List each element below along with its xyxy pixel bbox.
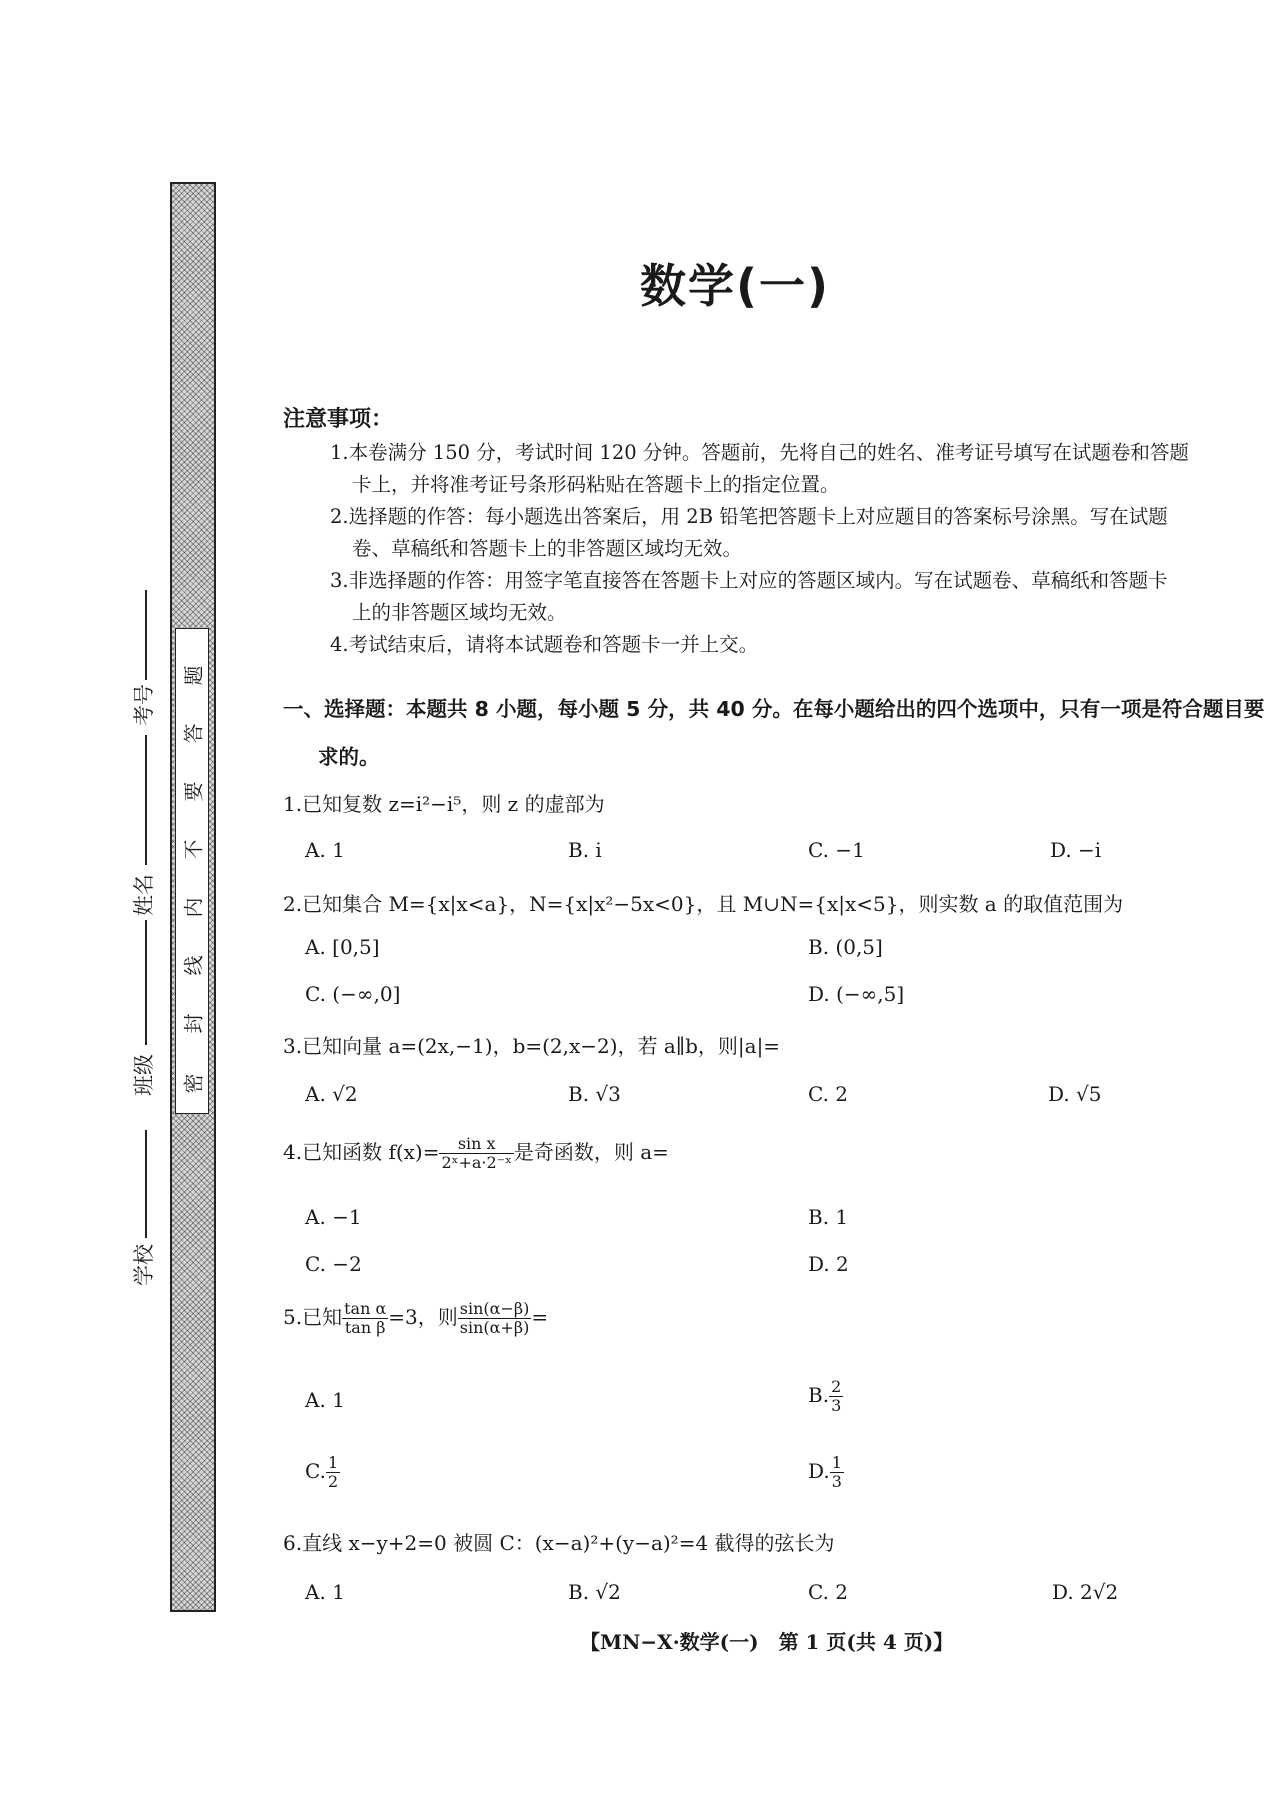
- q5-frac1-num: tan α: [344, 1299, 387, 1318]
- q6-option-c: C. 2: [808, 1580, 849, 1604]
- class-line: [145, 920, 147, 1045]
- notice-line: 4.考试结束后，请将本试题卷和答题卡一并上交。: [330, 633, 759, 656]
- q5-option-a: A. 1: [305, 1388, 345, 1412]
- notice-line: 卷、草稿纸和答题卡上的非答题区域均无效。: [352, 537, 743, 560]
- q1-option-c: C. −1: [808, 838, 865, 862]
- seal-char: 要: [181, 781, 206, 802]
- q4-stem-suffix: 是奇函数，则 a=: [513, 1140, 669, 1164]
- notice-line: 3.非选择题的作答：用签字笔直接答在答题卡上对应的答题区域内。写在试题卷、草稿纸和答题卡: [330, 569, 1168, 592]
- question-2-stem: 2.已知集合 M={x|x<a}，N={x|x²−5x<0}，且 M∪N={x|x<5}，则实数 a 的取值范围为: [283, 892, 1124, 916]
- frac-num: 2: [831, 1377, 842, 1396]
- q6-option-b: B. √2: [568, 1580, 621, 1604]
- q5-option-d-frac: [830, 1454, 844, 1491]
- seal-notice-box: [175, 628, 209, 1114]
- name-line: [145, 735, 147, 865]
- q5-option-c-label: C.: [305, 1459, 326, 1483]
- q3-option-c: C. 2: [808, 1082, 849, 1106]
- seal-char: 内: [181, 897, 206, 918]
- notice-heading: 注意事项：: [283, 407, 394, 432]
- q5-option-c: [305, 1454, 340, 1491]
- q4-option-d: D. 2: [808, 1252, 849, 1276]
- q5-frac2-den: sin(α+β): [459, 1318, 530, 1337]
- q2-option-b: B. (0,5]: [808, 935, 883, 959]
- q1-option-d: D. −i: [1050, 838, 1102, 862]
- notice-line: 2.选择题的作答：每小题选出答案后，用 2B 铅笔把答题卡上对应题目的答案标号涂黑。写在试题: [330, 505, 1168, 528]
- q5-stem-prefix: 5.已知: [283, 1305, 343, 1329]
- frac-num: 1: [327, 1453, 339, 1472]
- seal-char: 不: [181, 839, 206, 860]
- frac-den: 3: [831, 1396, 842, 1415]
- q5-option-d-label: D.: [808, 1459, 830, 1483]
- notice-line: 1.本卷满分 150 分，考试时间 120 分钟。答题前，先将自己的姓名、准考证号填写在试题卷和答题: [330, 441, 1189, 464]
- question-1-stem: 1.已知复数 z=i²−i⁵，则 z 的虚部为: [283, 792, 605, 816]
- q5-stem-mid: =3，则: [388, 1305, 458, 1329]
- school-label: 学校: [132, 1244, 156, 1286]
- q6-option-a: A. 1: [305, 1580, 345, 1604]
- q5-option-b-label: B.: [808, 1383, 830, 1407]
- q4-option-b: B. 1: [808, 1205, 849, 1229]
- seal-char: 题: [181, 665, 206, 686]
- q3-option-d: D. √5: [1048, 1082, 1102, 1106]
- q4-stem-prefix: 4.已知函数 f(x)=: [283, 1140, 440, 1164]
- q3-option-a: A. √2: [305, 1082, 358, 1106]
- q2-option-d: D. (−∞,5]: [808, 982, 905, 1006]
- q2-option-c: C. (−∞,0]: [305, 982, 401, 1006]
- notice-line: 上的非答题区域均无效。: [352, 601, 567, 624]
- frac-den: 2: [327, 1472, 339, 1491]
- q5-stem-suffix: =: [531, 1305, 549, 1329]
- q5-fraction-1: [342, 1300, 388, 1337]
- q4-option-c: C. −2: [305, 1252, 362, 1276]
- q5-option-c-frac: [326, 1454, 340, 1491]
- question-3-stem: 3.已知向量 a=(2x,−1)，b=(2,x−2)，若 a∥b，则|a|=: [283, 1034, 781, 1058]
- frac-num: 1: [831, 1453, 842, 1472]
- page-title: 数学(一): [640, 259, 831, 313]
- question-6-stem: 6.直线 x−y+2=0 被圆 C：(x−a)²+(y−a)²=4 截得的弦长为: [283, 1531, 835, 1555]
- q4-frac-den: 2ˣ+a·2⁻ˣ: [441, 1153, 512, 1172]
- q5-frac1-den: tan β: [344, 1318, 386, 1337]
- q4-fraction: [439, 1135, 513, 1172]
- q5-option-d: [808, 1454, 844, 1491]
- exam-no-line: [145, 590, 147, 680]
- name-label: 姓名: [132, 874, 156, 916]
- q1-option-b: B. i: [568, 838, 602, 862]
- seal-char: 封: [181, 1013, 206, 1034]
- seal-char: 密: [181, 1073, 206, 1094]
- q5-option-b: [808, 1378, 843, 1415]
- q5-fraction-2: [458, 1300, 532, 1337]
- q3-option-b: B. √3: [568, 1082, 621, 1106]
- notice-line: 卡上，并将准考证号条形码粘贴在答题卡上的指定位置。: [352, 473, 840, 496]
- q6-option-d: D. 2√2: [1052, 1580, 1119, 1604]
- q4-option-a: A. −1: [305, 1205, 362, 1229]
- school-line: [145, 1130, 147, 1238]
- q2-option-a: A. [0,5]: [305, 935, 380, 959]
- q4-frac-num: sin x: [439, 1135, 513, 1154]
- section-heading: 一、选择题：本题共 8 小题，每小题 5 分，共 40 分。在每小题给出的四个选项中，只有一项是符合题目要: [283, 697, 1265, 721]
- seal-char: 线: [181, 955, 206, 976]
- frac-den: 3: [831, 1472, 842, 1491]
- question-4-stem: [283, 1135, 669, 1172]
- q5-frac2-num: sin(α−β): [459, 1299, 530, 1318]
- class-label: 班级: [132, 1054, 156, 1096]
- seal-char: 答: [181, 723, 206, 744]
- question-5-stem: [283, 1300, 548, 1337]
- q5-option-b-frac: [829, 1378, 843, 1415]
- page-footer: 【MN−X·数学(一) 第 1 页(共 4 页)】: [580, 1630, 954, 1654]
- section-heading-cont: 求的。: [318, 745, 380, 769]
- exam-no-label: 考号: [132, 684, 156, 726]
- q1-option-a: A. 1: [305, 838, 345, 862]
